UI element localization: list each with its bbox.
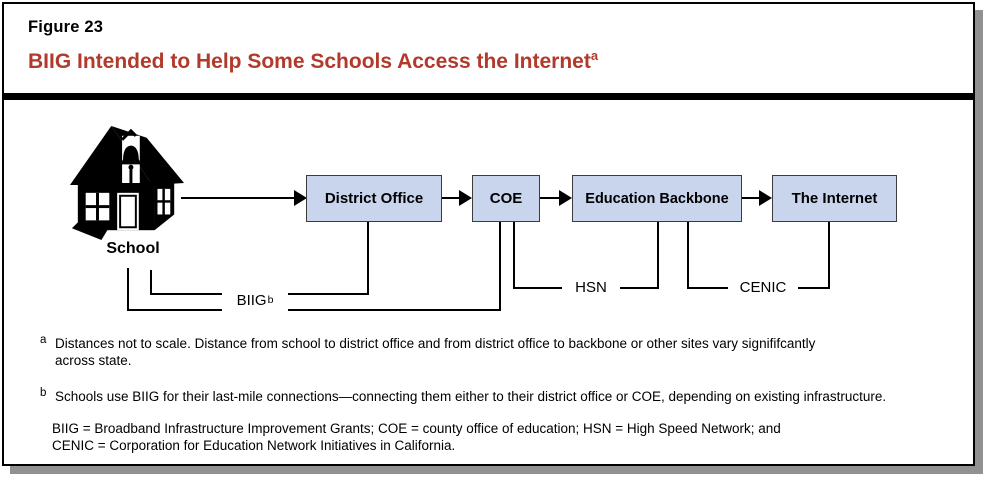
biig-footnote-marker-b: b xyxy=(267,294,274,306)
connector-internet-down xyxy=(828,222,830,289)
node-district-office-label: District Office xyxy=(324,190,424,207)
biig-link-label xyxy=(222,287,288,313)
arrow-school-to-district-line xyxy=(181,197,294,199)
footnote-a xyxy=(38,335,815,369)
cenic-link-label xyxy=(728,278,798,297)
arrow-backbone-to-internet-line xyxy=(742,197,759,199)
figure-title-text: BIIG Intended to Help Some Schools Access the Internet xyxy=(28,50,591,73)
cenic-link-text: CENIC xyxy=(739,279,787,296)
connector-coe-left-down xyxy=(499,222,501,311)
biig-link-text: BIIG xyxy=(236,291,267,309)
node-education-backbone xyxy=(572,175,742,222)
node-education-backbone-label: Education Backbone xyxy=(585,190,729,207)
footnote-a-marker: a xyxy=(40,334,47,346)
node-the-internet-label: The Internet xyxy=(791,190,878,207)
arrow-coe-to-backbone-line xyxy=(540,197,559,199)
hsn-link-label xyxy=(562,278,620,297)
abbreviations-block xyxy=(52,421,781,454)
connector-backbone-right-down xyxy=(687,222,689,289)
node-district-office xyxy=(306,175,442,222)
arrow-district-to-coe-line xyxy=(442,197,459,199)
node-the-internet xyxy=(772,175,897,222)
hsn-link-text: HSN xyxy=(575,279,607,296)
school-label: School xyxy=(106,240,160,257)
figure-title xyxy=(28,48,598,74)
node-coe-label: COE xyxy=(489,190,523,207)
footnote-a-line2: across state. xyxy=(55,353,132,368)
abbreviations-line1: BIIG = Broadband Infrastructure Improvement Grants; COE = county office of education; HSN = High Speed Network; and xyxy=(52,421,781,436)
connector-coe-right-down xyxy=(513,222,515,289)
header-separator-bar xyxy=(4,93,973,100)
arrow-district-to-coe-head xyxy=(459,190,472,206)
connector-district-office-down xyxy=(367,222,369,295)
connector-school-inner-down xyxy=(150,270,152,295)
connector-school-outer-down xyxy=(127,268,129,311)
footnote-b xyxy=(38,388,886,405)
abbreviations-line2: CENIC = Corporation for Education Network Initiatives in California. xyxy=(52,437,456,453)
connector-backbone-left-down xyxy=(657,222,659,289)
arrow-coe-to-backbone-head xyxy=(559,190,572,206)
title-footnote-marker-a: a xyxy=(590,48,599,63)
arrow-backbone-to-internet-head xyxy=(759,190,772,206)
connector-biig-lower xyxy=(127,309,501,311)
figure-frame xyxy=(2,2,975,466)
footnote-b-marker: b xyxy=(40,387,47,399)
figure-number-label: Figure 23 xyxy=(28,18,104,36)
node-coe xyxy=(472,175,540,222)
school-house-icon xyxy=(68,124,186,242)
footnote-b-text: Schools use BIIG for their last-mile connections—connecting them either to their district office or COE, depending on existing infrastructure. xyxy=(55,389,887,404)
footnote-a-line1: Distances not to scale. Distance from school to district office and from district office to backbone or other sites vary signififcantly xyxy=(55,336,816,351)
